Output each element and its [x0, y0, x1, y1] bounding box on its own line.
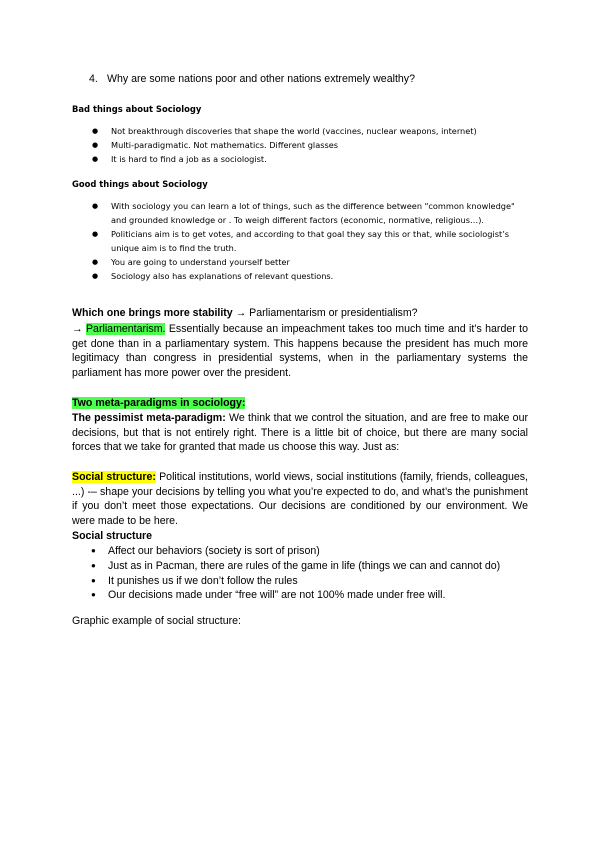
bad-things-list: [92, 124, 532, 166]
social-structure-list: [91, 544, 531, 603]
list-item: ● It is hard to find a job as a sociologist.: [92, 152, 532, 166]
stability-question-bold: Which one brings more stability: [72, 307, 233, 319]
social-structure-text: Political institutions, world views, social institutions (family, friends, colleagues, ...) -– shape your decisions by telling you what you’re expected to do, and what’s the punishment if you don’t meet those expectations. Our decisions are conditioned by our environment. We were made to be here.: [72, 471, 528, 527]
bad-things-heading: Bad things about Sociology: [72, 104, 202, 114]
list-item: ● Our decisions made under “free will” are not 100% made under free will.: [91, 588, 531, 603]
social-structure-label: Social structure:: [72, 471, 156, 483]
pessimist-paragraph: [72, 411, 528, 455]
parliamentarism-highlight: Parliamentarism.: [85, 323, 166, 335]
question-4: [89, 73, 415, 85]
stability-question: [72, 306, 528, 321]
list-item: ● Affect our behaviors (society is sort of prison): [91, 544, 531, 559]
social-structure-heading: Social structure: [72, 530, 153, 542]
list-item: ● With sociology you can learn a lot of things, such as the difference between "common knowledge" and grounded knowledge or . To weigh different factors (economic, normative, religious…).: [92, 199, 524, 227]
arrow-text: →: [72, 323, 86, 335]
list-number: 4.: [89, 73, 98, 85]
list-item: ● You are going to understand yourself better: [92, 255, 524, 269]
stability-answer-text: Essentially because an impeachment takes too much time and it’s harder to get done than in a parliamentary system. This happens because the president has much more legitimacy than congress in presidential systems, when in the parliamentary systems the parliament has more power over the president.: [72, 323, 528, 379]
list-item: ● Just as in Pacman, there are rules of the game in life (things we can and cannot do): [91, 559, 531, 574]
good-things-list: [92, 199, 524, 283]
list-item: ● Not breakthrough discoveries that shape the world (vaccines, nuclear weapons, internet): [92, 124, 532, 138]
question-4-text: Why are some nations poor and other nations extremely wealthy?: [107, 73, 415, 85]
pessimist-label: The pessimist meta-paradigm:: [72, 412, 226, 424]
pessimist-text: We think that we control the situation, and are free to make our decisions, but that is not entirely right. There is a little bit of choice, but there are many social forces that we take for granted that made us choose this way. Just as:: [72, 412, 528, 454]
social-structure-paragraph: [72, 470, 528, 528]
good-things-heading: Good things about Sociology: [72, 179, 208, 189]
stability-question-rest: → Parliamentarism or presidentialism?: [232, 307, 418, 319]
meta-paradigms-heading-text: Two meta-paradigms in sociology:: [72, 397, 246, 409]
list-item: ● Multi-paradigmatic. Not mathematics. Different glasses: [92, 138, 532, 152]
list-item: ● Politicians aim is to get votes, and according to that goal they say this or that, while sociologist’s unique aim is to find the truth.: [92, 227, 524, 255]
list-item: ● Sociology also has explanations of relevant questions.: [92, 269, 524, 283]
list-item: ● It punishes us if we don’t follow the rules: [91, 574, 531, 589]
meta-paradigms-heading: [72, 396, 528, 411]
graphic-caption: Graphic example of social structure:: [72, 615, 241, 627]
stability-answer: [72, 322, 528, 380]
